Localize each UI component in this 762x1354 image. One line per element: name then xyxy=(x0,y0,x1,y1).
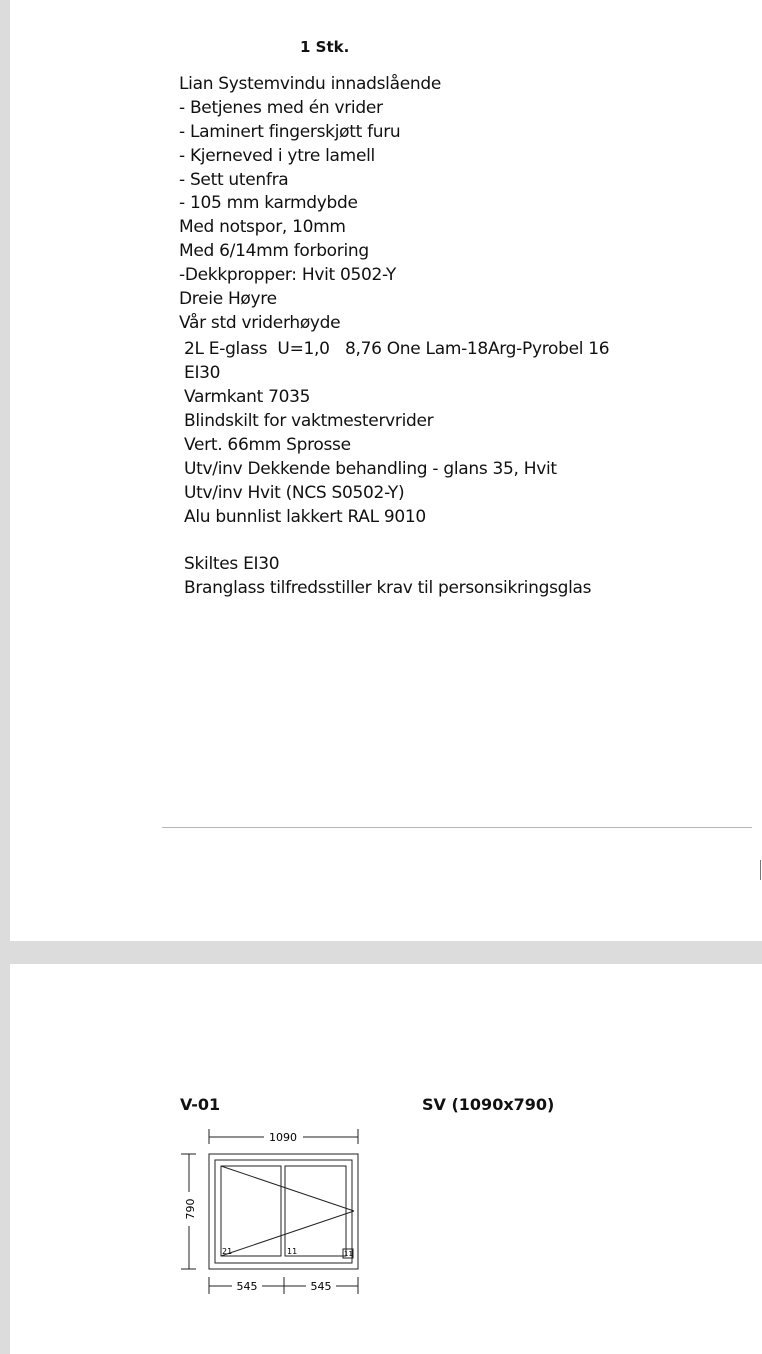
spec-line: Dreie Høyre xyxy=(179,289,277,309)
quantity-label: 1 Stk. xyxy=(300,38,350,56)
spec-line: - Betjenes med én vrider xyxy=(179,98,383,118)
spec-line: Med notspor, 10mm xyxy=(179,217,346,237)
horizontal-rule xyxy=(162,827,752,828)
pane-mark: 21 xyxy=(222,1247,233,1256)
spec-line: Vert. 66mm Sprosse xyxy=(184,435,351,455)
spec-line: EI30 xyxy=(184,363,221,383)
right-pane-label: 545 xyxy=(310,1280,332,1293)
spec-line: Alu bunnlist lakkert RAL 9010 xyxy=(184,507,426,527)
spec-line: Vår std vriderhøyde xyxy=(179,313,341,333)
spec-line: 2L E-glass U=1,0 8,76 One Lam-18Arg-Pyrobel 16 xyxy=(184,339,610,359)
width-label: 1090 xyxy=(269,1131,297,1144)
spec-line: - Kjerneved i ytre lamell xyxy=(179,146,375,166)
spec-line: Med 6/14mm forboring xyxy=(179,241,369,261)
page-1 xyxy=(10,0,762,941)
window-drawing xyxy=(10,964,762,1354)
pane-mark: 11 xyxy=(344,1250,353,1258)
right-sash xyxy=(285,1166,346,1256)
spec-line: - 105 mm karmdybde xyxy=(179,193,358,213)
window-inner-frame xyxy=(215,1160,352,1263)
spec-line: Skiltes EI30 xyxy=(184,554,280,574)
pane-mark: 11 xyxy=(287,1247,298,1256)
page-2 xyxy=(10,964,762,1354)
spec-line: Lian Systemvindu innadslående xyxy=(179,74,441,94)
window-id: V-01 xyxy=(180,1095,221,1114)
window-type-label: SV (1090x790) xyxy=(422,1095,555,1114)
height-label: 790 xyxy=(184,1198,197,1220)
left-sash xyxy=(221,1166,281,1256)
spec-line: Branglass tilfredsstiller krav til personsikringsglas xyxy=(184,578,592,598)
spec-line: Utv/inv Dekkende behandling - glans 35, Hvit xyxy=(184,459,557,479)
spec-line: Varmkant 7035 xyxy=(184,387,311,407)
spec-line: Blindskilt for vaktmestervrider xyxy=(184,411,434,431)
edge-mark xyxy=(760,860,761,880)
left-pane-label: 545 xyxy=(236,1280,258,1293)
spec-line: -Dekkpropper: Hvit 0502-Y xyxy=(179,265,396,285)
opening-line xyxy=(221,1166,354,1211)
spec-line: - Laminert fingerskjøtt furu xyxy=(179,122,401,142)
spec-line: Utv/inv Hvit (NCS S0502-Y) xyxy=(184,483,405,503)
spec-line: - Sett utenfra xyxy=(179,170,289,190)
